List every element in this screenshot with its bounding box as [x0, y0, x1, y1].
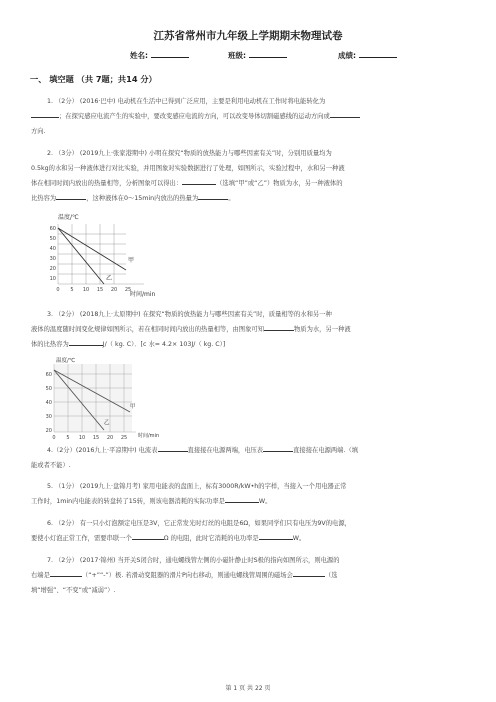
q2-line1: 2. （3分） (2019九上·张家港期中) 小明在探究“物质的放热能力与哪些因素有关”时，分别用质量均为 [47, 150, 332, 157]
fig1-ytick: 50 [49, 236, 56, 242]
q6-blank1 [132, 533, 164, 540]
q3-line3 [31, 337, 471, 352]
series-line-b [58, 228, 104, 284]
q4-text1c: 直接接在电源两端.（填 [293, 447, 359, 454]
q2-text3: 体在相同时间内放出的热量相等，分析图象可以得出： [31, 180, 183, 187]
q2-text4a: 比热容为 [31, 195, 57, 202]
class-label: 班级: [228, 51, 246, 60]
series-line-a [58, 228, 126, 270]
score-label: 成绩: [338, 51, 356, 60]
q2-blank2 [56, 193, 86, 200]
q3-text2: 液体的温度随时间变化规律如图所示，若在相同时间内放出的热量相等，由图象可知 [31, 326, 264, 333]
q3-line2 [31, 322, 471, 337]
q5-line1: 5. （1分） (2019九上·盘锦月考) 家用电能表的盘面上，标有3000R/kW•h的字样，当接入一个用电器正常 [47, 483, 347, 490]
fig2-xtick: 0 [52, 435, 56, 441]
fig2-xlabel: 时间/min [138, 433, 160, 439]
q6-line1: 6. （2分） 有一只小灯泡额定电压是3V，它正常发光时灯丝的电阻是6Ω，如果同学们只有电压为9V的电源， [47, 520, 351, 527]
fig1-xlabel: 时间/min [130, 291, 156, 298]
q2-line4 [31, 191, 471, 206]
q5-text2b: W。 [258, 498, 272, 505]
q1-line3: 方向. [31, 128, 46, 135]
fig1-ylabel: 温度/℃ [58, 214, 79, 221]
q6-line2 [31, 531, 471, 546]
fig2-xtick: 25 [120, 435, 128, 441]
score-blank [359, 50, 397, 58]
fig1-xtick: 25 [124, 287, 132, 293]
section-heading: 一、 填空题 （共 7题；共14 分） [30, 74, 157, 84]
q1-line2 [31, 109, 471, 124]
fig1-ytick: 30 [49, 256, 56, 262]
fig2-xtick: 20 [106, 435, 114, 441]
q2-text4c: 。 [228, 195, 235, 202]
q1-blank2 [330, 111, 360, 118]
fig1-ytick: 10 [49, 276, 56, 282]
fig1-xtick: 20 [110, 287, 118, 293]
name-label: 姓名: [130, 51, 148, 60]
q5-line2 [31, 494, 471, 509]
q5-text2a: 工作时，1min内电能表的转盘转了15转，则该电器消耗的实际功率是 [31, 498, 225, 505]
q2-line3 [31, 176, 471, 191]
q3-line1: 3. （2分） (2018九上·太原期中) 在探究“物质的放热能力与哪些因素有关”时，质量相等的水和另一种 [47, 311, 332, 318]
fig1-ytick: 20 [49, 266, 56, 272]
q7-text2a: 右端是 [31, 572, 50, 579]
fig2-xtick: 10 [78, 435, 86, 441]
fig2-ytick: 20 [45, 428, 52, 434]
fig1-xtick: 5 [70, 287, 74, 293]
fig2-ytick: 40 [45, 400, 52, 406]
q2-text3b: （选填“甲”或“乙”）物质为水，另一种液体的 [216, 180, 343, 187]
q3-blank1 [264, 324, 294, 331]
figure-2-graph [40, 354, 170, 444]
q4-line1 [47, 443, 487, 458]
q7-line1: 7. （2分） (2017·锦州) 当开关S闭合时，通电螺线管左侧的小磁针静止时S极的指向如图所示，则电源的 [47, 557, 340, 564]
name-blank [151, 50, 189, 58]
fig2-ytick: 60 [45, 372, 52, 378]
q4-line2: 能或者不能）. [31, 462, 71, 469]
fig1-series-b: 乙 [106, 275, 113, 282]
q1-text2: ；在探究感应电流产生的实验中，要改变感应电流的方向，可以改变导体切割磁感线的运动方向或 [59, 113, 330, 120]
fig2-xtick: 5 [66, 435, 70, 441]
q4-text1b: 直接接在电源两端，电压表 [187, 447, 264, 454]
q6-text2b: Ω 的电阻，此时它消耗的电功率是 [163, 535, 259, 542]
q6-text2c: W。 [292, 535, 306, 542]
fig2-series-b: 乙 [104, 420, 110, 426]
q7-text2b: （“+”“-”）极. 若滑动变阻器的滑片P向右移动，则通电螺线管周围的磁场会 [81, 572, 293, 579]
q2-line2: 0.5kg的水和另一种液体进行对比实验，并用图象对实验数据进行了处理，如图所示，实验过程中，水和另一种液 [31, 165, 345, 172]
q4-blank1 [158, 445, 188, 452]
class-blank [249, 50, 287, 58]
fig1-ytick: 60 [49, 226, 56, 232]
page-footer: 第 1 页 共 22 页 [225, 685, 271, 692]
q7-blank1 [50, 570, 82, 577]
q7-line2 [31, 568, 471, 583]
q3-text3a: 体的比热容为 [31, 341, 69, 348]
q3-text3b: J/（ kg. C）．[c 水= 4.2× 103J/（ kg. C）] [102, 341, 226, 348]
q1-line1: 1. （2分） (2016·巴中) 电动机在生活中已得到广泛应用，主要是利用电动机在工作时将电能转化为 [47, 98, 326, 105]
fig1-xtick: 15 [96, 287, 104, 293]
q2-text4b: ，这种液体在0～15min内放出的热量为 [86, 195, 199, 202]
q6-blank2 [259, 533, 293, 540]
fig2-ylabel: 温度/℃ [56, 358, 76, 364]
fig2-series-a: 甲 [130, 404, 136, 410]
q2-blank1 [182, 178, 216, 185]
fig2-xtick: 15 [92, 435, 100, 441]
fig1-ytick: 40 [49, 246, 56, 252]
q7-text2c: （选 [324, 572, 338, 579]
page-title: 江苏省常州市九年级上学期期末物理试卷 [153, 30, 343, 42]
fig1-series-a: 甲 [128, 257, 135, 264]
q5-blank1 [225, 496, 259, 503]
fig2-ytick: 50 [45, 386, 52, 392]
q3-blank2 [69, 339, 103, 346]
q4-blank2 [263, 445, 293, 452]
q1-blank1 [31, 111, 59, 118]
figure-1-graph [44, 208, 164, 302]
q3-text2b: 物质为水，另一种液 [293, 326, 351, 333]
fig2-ytick: 30 [45, 414, 52, 420]
q7-line3: 填“增强”、“不变”或“减弱”）. [31, 587, 116, 594]
q4-text1a: 4.（2分）(2016九上·平凉期中) 电流表 [47, 447, 158, 454]
fig1-xtick: 10 [82, 287, 90, 293]
q2-blank3 [198, 193, 228, 200]
q6-text2a: 要使小灯泡正常工作，需要串联一个 [31, 535, 132, 542]
q7-blank2 [293, 570, 325, 577]
fig1-xtick: 0 [56, 287, 60, 293]
